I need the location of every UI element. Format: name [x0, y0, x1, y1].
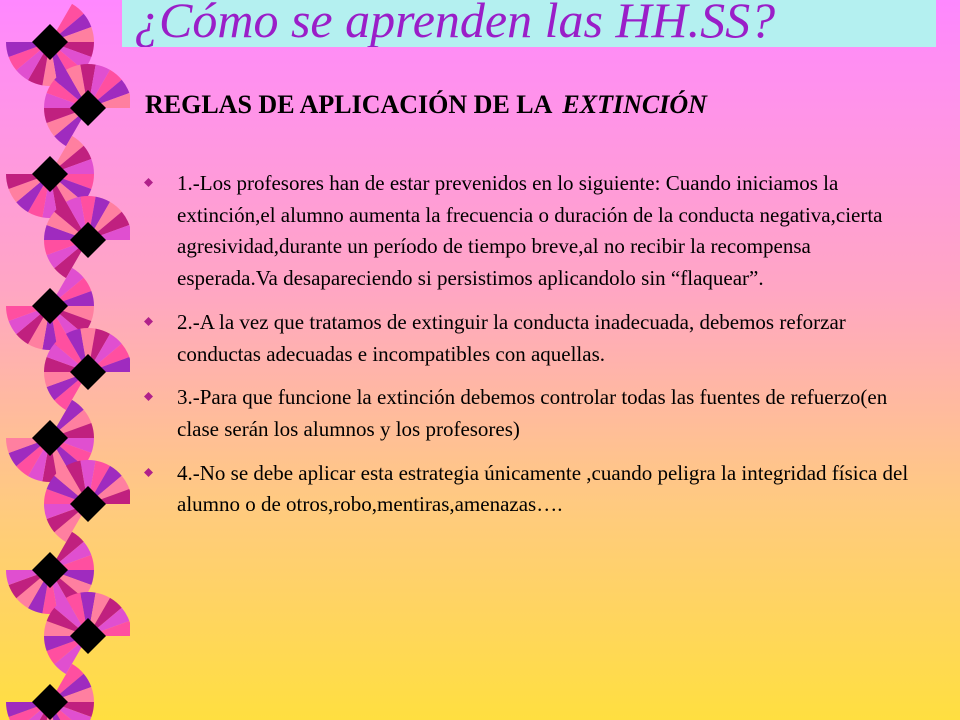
bullet-text: 4.-No se debe aplicar esta estrategia únicamente ,cuando peligra la integridad física del alumno o de otros,robo,mentiras,amenazas…. — [177, 460, 909, 517]
title-bar — [122, 0, 936, 47]
diamond-bullet-icon — [144, 317, 153, 326]
subtitle-emphasis: EXTINCIÓN — [562, 90, 707, 119]
slide-title: ¿Cómo se aprenden las HH.SS? — [134, 0, 776, 47]
diamond-bullet-icon — [144, 468, 153, 477]
diamond-bullet-icon — [144, 392, 153, 401]
bullet-item — [140, 458, 910, 521]
bullet-text: 2.-A la vez que tratamos de extinguir la conducta inadecuada, debemos reforzar conductas adecuadas e incompatibles con aquellas. — [177, 309, 846, 366]
bullet-item — [140, 307, 910, 370]
bullet-item — [140, 168, 910, 295]
bullet-text: 3.-Para que funcione la extinción debemos controlar todas las fuentes de refuerzo(en clase serán los alumnos y los profesores) — [177, 385, 888, 441]
bullet-list — [140, 168, 910, 533]
pinwheel-fan-icon — [6, 664, 94, 720]
slide-subtitle — [145, 90, 707, 120]
subtitle-main: REGLAS DE APLICACIÓN DE LA — [145, 90, 553, 119]
bullet-item — [140, 382, 910, 445]
decorative-fan-border — [0, 0, 130, 720]
bullet-text: 1.-Los profesores han de estar prevenidos en lo siguiente: Cuando iniciamos la extinción,el alumno aumenta la frecuencia o duración de la conducta negativa,cierta agresividad,durante un período de tiempo breve,al no recibir la recompensa esperada.Va desapareciendo si persistimos aplicandolo sin “flaquear”. — [177, 171, 883, 291]
diamond-bullet-icon — [144, 178, 153, 187]
